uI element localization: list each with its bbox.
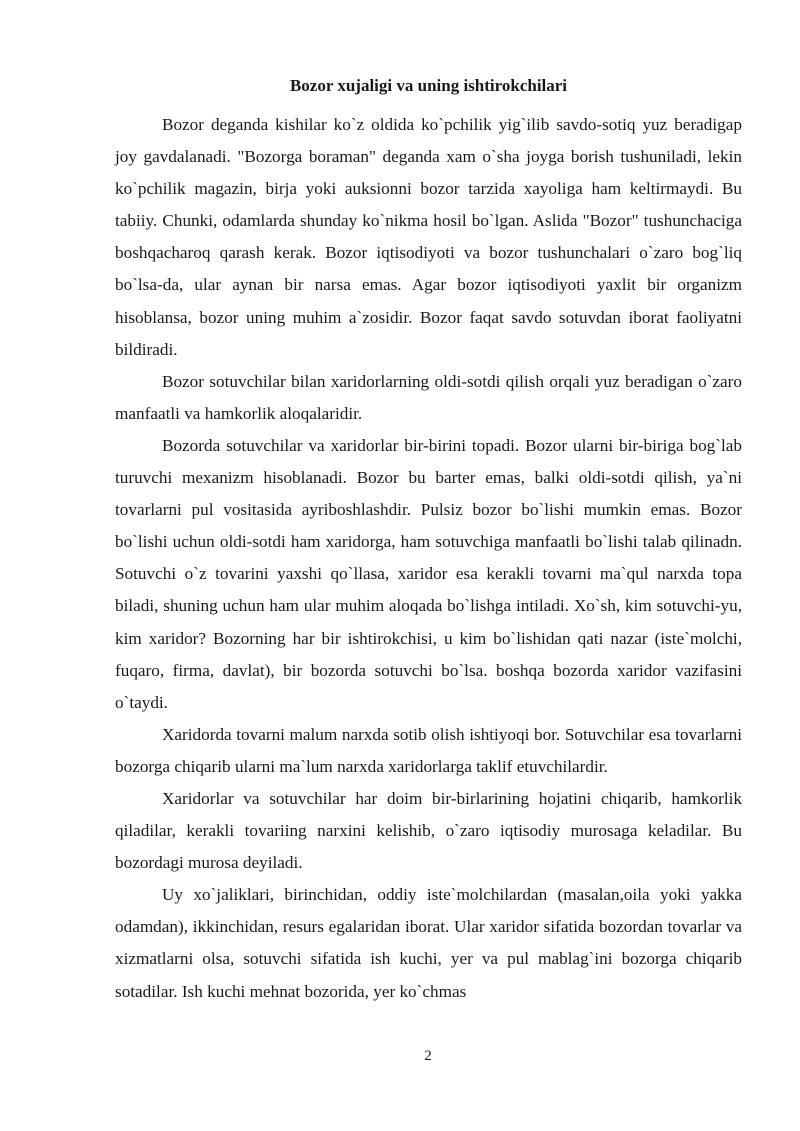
paragraph-4: Xaridorda tovarni malum narxda sotib olish ishtiyoqi bor. Sotuvchilar esa tovarlarni bozorga chiqarib ularni ma`lum narxda xaridorlarga taklif etuvchilardir.: [115, 724, 742, 776]
paragraph-1: Bozor deganda kishilar ko`z oldida ko`pchilik yig`ilib savdo-sotiq yuz beradigap joy gavdalanadi. "Bozorga boraman" deganda xam o`sha joyga borish tushuniladi, lekin ko`pchilik magazin, birja yoki auksionni bozor tarzida xayoliga ham keltirmaydi. Bu tabiiy. Chunki, odamlarda shunday ko`nikma hosil bo`lgan. Aslida "Bozor" tushunchaciga boshqacharoq qarash kerak. Bozor iqtisodiyoti va bozor tushunchalari o`zaro bog`liq bo`lsa-da, ular aynan bir narsa emas. Agar bozor iqtisodiyoti yaxlit bir organizm hisoblansa, bozor uning muhim a`zosidir. Bozor faqat savdo sotuvdan iborat faoliyatni bildiradi.: [115, 115, 742, 359]
paragraph-3: Bozorda sotuvchilar va xaridorlar bir-birini topadi. Bozor ularni bir-biriga bog`lab turuvchi mexanizm hisoblanadi. Bozor bu barter emas, balki oldi-sotdi qilish, ya`ni tovarlarni pul vositasida ayriboshlashdir. Pulsiz bozor bo`lishi mumkin emas. Bozor bo`lishi uchun oldi-sotdi ham xaridorga, ham sotuvchiga manfaatli bo`lishi talab qilinadn. Sotuvchi o`z tovarini yaxshi qo`llasa, xaridor esa kerakli tovarni ma`qul narxda topa biladi, shuning uchun ham ular muhim aloqada bo`lishga intiladi. Xo`sh, kim sotuvchi-yu, kim xaridor? Bozorning har bir ishtirokchisi, u kim bo`lishidan qati nazar (iste`molchi, fuqaro, firma, davlat), bir bozorda sotuvchi bo`lsa. boshqa bozorda xaridor vazifasini o`taydi.: [115, 435, 742, 712]
document-page: [115, 74, 742, 1008]
page-number: 2: [424, 1048, 432, 1064]
document-title: Bozor xujaligi va uning ishtirokchilari: [289, 76, 568, 95]
paragraph-2: Bozor sotuvchilar bilan xaridorlarning oldi-sotdi qilish orqali yuz beradigan o`zaro manfaatli va hamkorlik aloqalaridir.: [115, 371, 742, 423]
paragraph-6: Uy xo`jaliklari, birinchidan, oddiy iste`molchilardan (masalan,oila yoki yakka odamdan), ikkinchidan, resurs egalaridan iborat. Ular xaridor sifatida bozordan tovarlar va xizmatlarni olsa, sotuvchi sifatida ish kuchi, yer va pul mablag`ini bozorga chiqarib sotadilar. Ish kuchi mehnat bozorida, yer ko`chmas: [115, 885, 742, 1001]
paragraph-5: Xaridorlar va sotuvchilar har doim bir-birlarining hojatini chiqarib, hamkorlik qiladilar, kerakli tovariing narxini kelishib, o`zaro iqtisodiy murosaga keladilar. Bu bozordagi murosa deyiladi.: [115, 788, 742, 873]
